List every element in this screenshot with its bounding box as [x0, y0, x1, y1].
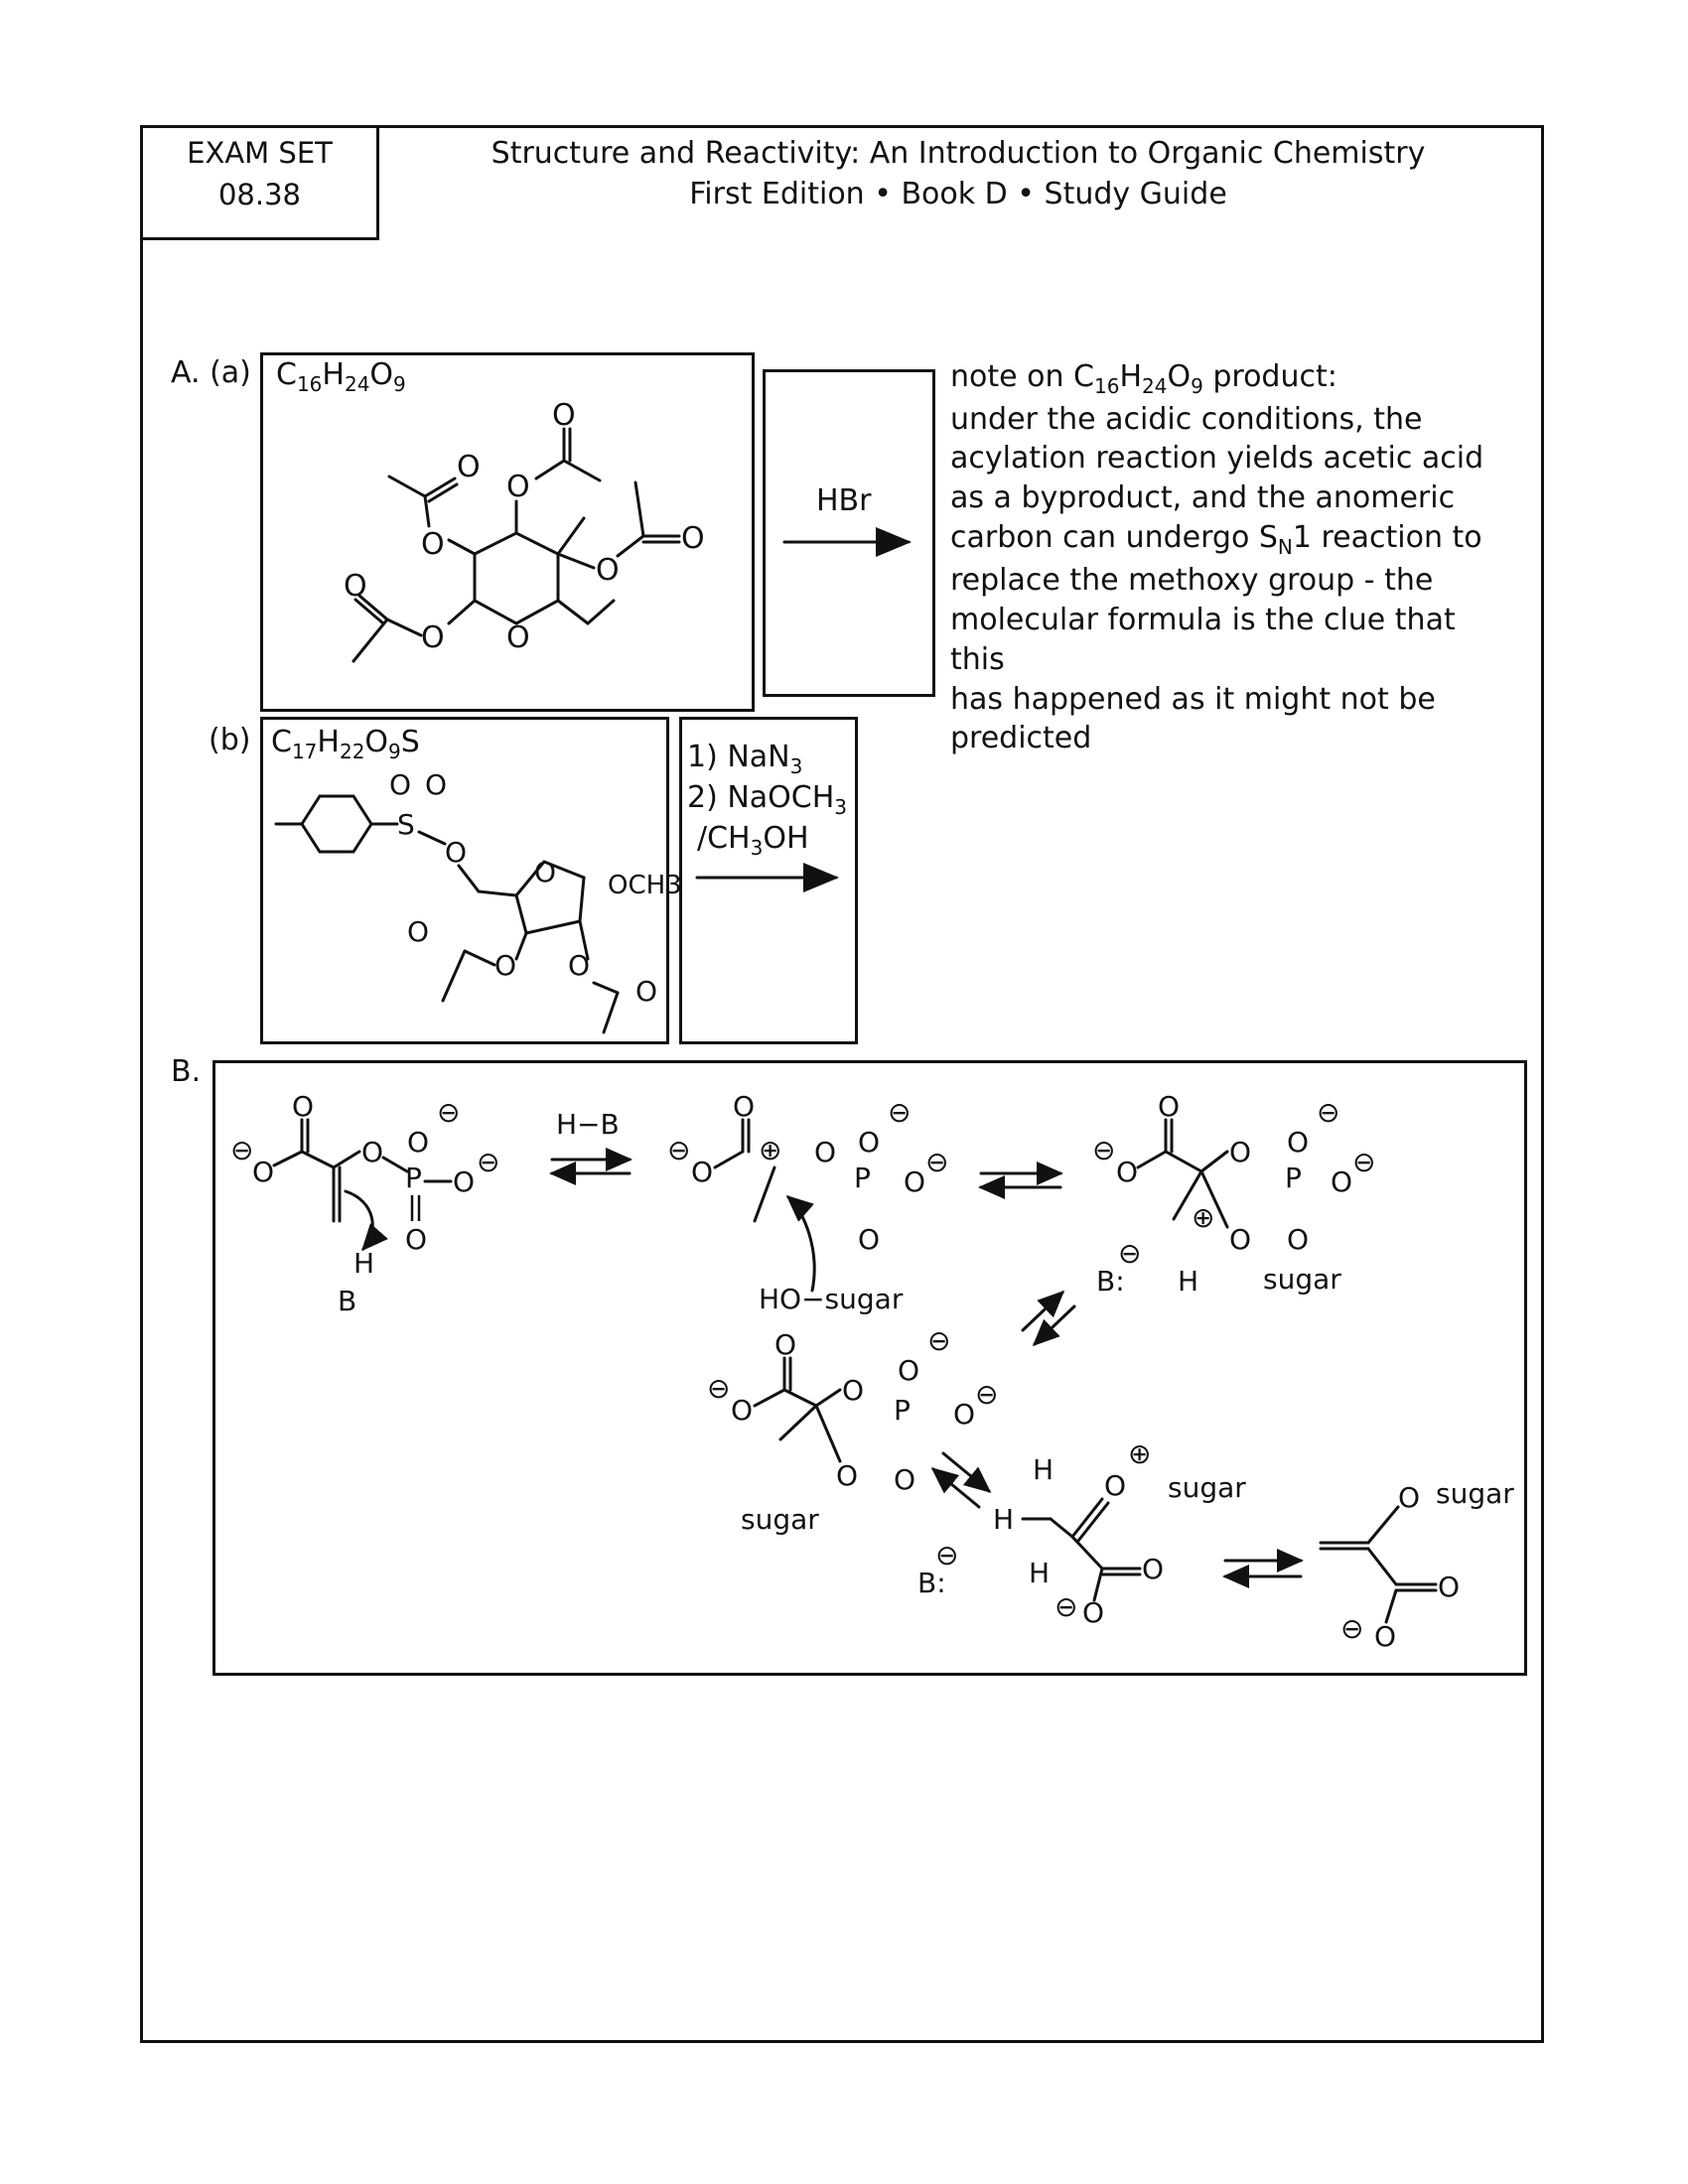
svg-text:sugar: sugar	[741, 1503, 819, 1536]
svg-text:⊖: ⊖	[1118, 1237, 1142, 1270]
svg-text:⊖: ⊖	[230, 1134, 254, 1166]
svg-text:P: P	[1285, 1161, 1302, 1194]
svg-text:⊖: ⊖	[1352, 1146, 1376, 1178]
reagents-b: 1) NaN$_3$ 2) NaOCH$_3$ $/CH_3OH$	[687, 740, 848, 860]
svg-text:O: O	[858, 1126, 881, 1159]
svg-text:O: O	[361, 1136, 384, 1168]
svg-text:O: O	[292, 1090, 315, 1123]
svg-text:O: O	[894, 1463, 916, 1496]
svg-text:⊖: ⊖	[925, 1146, 949, 1178]
svg-text:O: O	[774, 1328, 797, 1361]
svg-text:B: B	[338, 1285, 357, 1317]
svg-text:S: S	[397, 808, 415, 841]
svg-text:O: O	[1287, 1126, 1310, 1159]
part-b-sub-label: (b)	[209, 723, 251, 757]
svg-text:O: O	[1104, 1469, 1127, 1502]
svg-text:O: O	[407, 915, 430, 948]
formula-a: $C_{16}H_{24}O_9$	[276, 357, 406, 396]
svg-text:O: O	[1229, 1223, 1252, 1256]
svg-text:O: O	[453, 1165, 476, 1198]
svg-text:O: O	[407, 1126, 430, 1159]
title-line-1: Structure and Reactivity: An Introduction to Organic Chemistry	[491, 136, 1426, 171]
svg-text:O: O	[691, 1156, 714, 1188]
svg-text:P: P	[854, 1161, 871, 1194]
svg-text:B:: B:	[1096, 1265, 1125, 1297]
svg-text:⊖: ⊖	[707, 1372, 731, 1405]
svg-text:O: O	[731, 1394, 754, 1427]
svg-text:H: H	[993, 1503, 1015, 1536]
svg-text:O: O	[904, 1165, 926, 1198]
formula-b: $C_{17}H_{22}O_9S$	[271, 725, 420, 763]
svg-text:O: O	[1229, 1136, 1252, 1168]
svg-text:HO−sugar: HO−sugar	[759, 1283, 904, 1315]
furanose-structure	[276, 768, 682, 1032]
svg-text:⊖: ⊖	[477, 1146, 500, 1178]
svg-text:O: O	[389, 768, 412, 801]
svg-text:O: O	[457, 450, 481, 484]
pyranose-structure	[344, 398, 705, 661]
svg-text:O: O	[1398, 1481, 1421, 1514]
svg-text:O: O	[836, 1459, 859, 1492]
svg-text:O: O	[596, 553, 620, 588]
svg-text:⊕: ⊕	[1128, 1437, 1152, 1470]
svg-text:O: O	[681, 521, 705, 556]
svg-text:sugar: sugar	[1436, 1477, 1514, 1510]
svg-text:H−B: H−B	[556, 1108, 620, 1141]
svg-text:O: O	[953, 1398, 976, 1431]
svg-text:O: O	[506, 470, 530, 504]
svg-text:O: O	[1142, 1553, 1165, 1585]
note-text: note on $C_{16}H_{24}O_9$ product: under the acidic conditions, the acylation reaction yields acetic acid as a byproduct, and the anomeric carbon can undergo $S_N1$ reaction to replace the methoxy group - the molecular formula is the clue that this has happened as it might not be predicted	[950, 359, 1484, 756]
svg-text:O: O	[534, 856, 557, 888]
svg-text:O: O	[1331, 1165, 1353, 1198]
svg-text:O: O	[898, 1354, 920, 1387]
svg-text:⊖: ⊖	[1092, 1134, 1116, 1166]
exam-set-number: 08.38	[217, 178, 302, 212]
svg-text:H: H	[1033, 1453, 1055, 1486]
svg-text:O: O	[494, 949, 517, 982]
svg-text:⊖: ⊖	[1055, 1590, 1078, 1623]
svg-text:O: O	[568, 949, 591, 982]
svg-text:O: O	[252, 1156, 275, 1188]
svg-text:B:: B:	[917, 1567, 946, 1599]
svg-text:O: O	[635, 975, 658, 1008]
svg-text:O: O	[445, 836, 468, 869]
svg-text:O: O	[733, 1090, 756, 1123]
svg-text:O: O	[425, 768, 448, 801]
title-line-2: First Edition • Book D • Study Guide	[689, 177, 1227, 212]
svg-text:O: O	[344, 569, 367, 604]
reagent-hbr: HBr	[816, 483, 872, 518]
svg-text:P: P	[405, 1161, 422, 1194]
svg-text:O: O	[421, 620, 445, 655]
svg-text:P: P	[894, 1394, 911, 1427]
svg-text:O: O	[1438, 1570, 1461, 1603]
svg-text:O: O	[858, 1223, 881, 1256]
o-label: O	[421, 527, 445, 562]
svg-text:O: O	[842, 1374, 865, 1407]
svg-text:O: O	[1082, 1596, 1105, 1629]
svg-text:⊖: ⊖	[935, 1539, 959, 1571]
svg-text:⊕: ⊕	[1192, 1201, 1215, 1234]
svg-text:O: O	[1374, 1620, 1397, 1653]
svg-text:⊖: ⊖	[667, 1134, 691, 1166]
part-b-label: B.	[171, 1054, 202, 1089]
svg-text:⊖: ⊖	[1340, 1612, 1364, 1645]
svg-text:O: O	[405, 1223, 428, 1256]
svg-text:O: O	[506, 620, 530, 655]
svg-text:O: O	[1287, 1223, 1310, 1256]
mechanism-drawing	[230, 1090, 1514, 1653]
svg-text:H: H	[1029, 1557, 1051, 1589]
svg-text:O: O	[1116, 1156, 1139, 1188]
svg-text:O: O	[814, 1136, 837, 1168]
svg-text:⊖: ⊖	[927, 1324, 951, 1357]
svg-text:⊕: ⊕	[759, 1134, 782, 1166]
part-a-label: A. (a)	[171, 355, 251, 390]
svg-text:⊖: ⊖	[437, 1096, 461, 1129]
svg-text:⊖: ⊖	[888, 1096, 912, 1129]
svg-text:sugar: sugar	[1263, 1263, 1341, 1296]
exam-set-label: EXAM SET	[187, 136, 333, 170]
svg-text:sugar: sugar	[1168, 1471, 1246, 1504]
svg-text:H: H	[1178, 1265, 1199, 1297]
svg-text:O: O	[1158, 1090, 1181, 1123]
svg-text:O: O	[552, 398, 576, 433]
och3-label: OCH3	[608, 871, 682, 900]
svg-text:H: H	[353, 1247, 375, 1280]
svg-text:⊖: ⊖	[975, 1378, 999, 1411]
svg-text:⊖: ⊖	[1317, 1096, 1340, 1129]
